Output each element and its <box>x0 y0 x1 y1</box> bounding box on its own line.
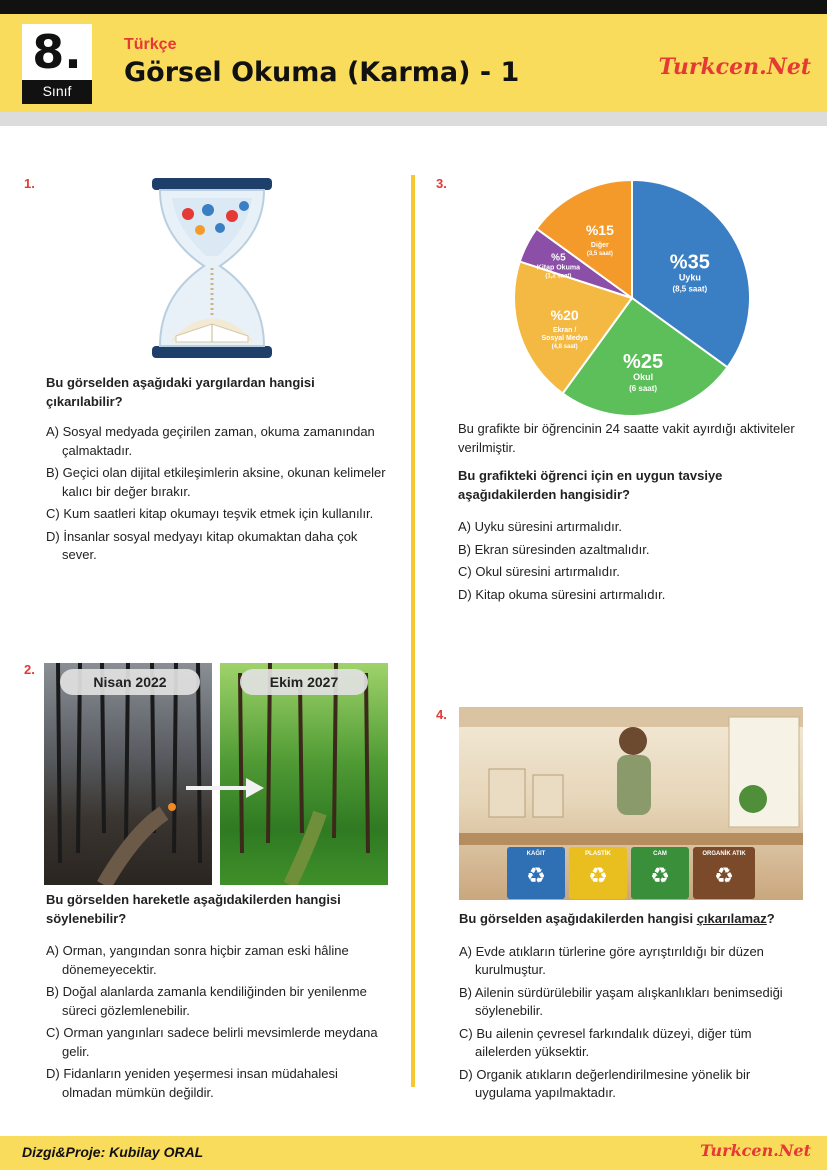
slice-percent-label: %35 <box>669 251 710 274</box>
page-title: Görsel Okuma (Karma) - 1 <box>124 57 520 88</box>
top-bar <box>0 0 827 14</box>
grade-number: 8. <box>32 25 82 79</box>
stem-suffix: ? <box>766 911 775 926</box>
activity-pie-chart <box>510 176 754 420</box>
slice-hours-label: (3,5 saat) <box>586 250 613 257</box>
option-a[interactable]: A) Uyku süresini artırmalıdır. <box>458 519 622 534</box>
slice-category-label: Ekran / <box>552 326 577 334</box>
subject-label: Türkçe <box>124 36 177 53</box>
question-stem <box>459 910 804 929</box>
bin-label: KAĞIT <box>526 851 546 857</box>
footer-logo: Turkcen.Net <box>700 1141 811 1160</box>
grade-label: Sınıf <box>22 80 92 104</box>
slice-percent-label: %15 <box>585 221 614 238</box>
option-d[interactable]: D) Kitap okuma süresini artırmalıdır. <box>458 586 666 602</box>
burnt-forest-photo <box>44 663 212 885</box>
page-header <box>0 14 827 112</box>
question-stem: Bu görselden hareketle aşağıdakilerden hangisi söylenebilir? <box>46 892 341 926</box>
slice-percent-label: %5 <box>551 252 566 264</box>
question-3-text <box>458 420 803 604</box>
hourglass-image <box>148 176 278 364</box>
brand-logo: Turkcen.Net <box>658 54 811 80</box>
question-number: 2. <box>24 662 35 677</box>
glass-bin <box>631 847 689 899</box>
question-number: 3. <box>436 176 447 191</box>
option-c[interactable]: C) Kum saatleri kitap okumayı teşvik etmek için kullanılır. <box>46 506 374 521</box>
bin-label: CAM <box>653 851 667 857</box>
question-1-text <box>46 374 391 565</box>
bin-label: PLASTİK <box>585 851 611 857</box>
organic-bin <box>693 847 755 899</box>
recycle-icon: ♻ <box>714 863 734 888</box>
stem-prefix: Bu görselden aşağıdakilerden hangisi <box>459 911 697 926</box>
credit-text: Dizgi&Proje: Kubilay ORAL <box>22 1144 204 1160</box>
option-d[interactable]: D) Organik atıkların değerlendirilmesine yönelik bir uygulama yapılmaktadır. <box>459 1066 751 1100</box>
label-after: Ekim 2027 <box>240 669 368 695</box>
page-footer <box>0 1136 827 1170</box>
recycle-icon: ♻ <box>526 863 546 888</box>
option-b[interactable]: B) Ekran süresinden azaltmalıdır. <box>458 541 650 557</box>
recycle-icon: ♻ <box>588 863 608 888</box>
option-b[interactable]: B) Doğal alanlarda zamanla kendiliğinden bir yenilenme süreci gözlemlenebilir. <box>46 984 367 1018</box>
recycling-kitchen-photo <box>459 707 803 900</box>
slice-hours-label: (1,2 saat) <box>545 273 572 280</box>
arrow-right-icon <box>186 776 266 800</box>
option-c[interactable]: C) Orman yangınları sadece belirli mevsimlerde meydana gelir. <box>46 1025 378 1059</box>
slice-category-label: Kitap Okuma <box>536 264 580 272</box>
option-c[interactable]: C) Bu ailenin çevresel farkındalık düzeyi, diğer tüm ailelerden yüksektir. <box>459 1025 752 1059</box>
slice-percent-label: %25 <box>623 350 664 373</box>
slice-hours-label: (6 saat) <box>629 383 658 393</box>
bin-label: ORGANİK ATIK <box>702 851 746 857</box>
option-d[interactable]: D) Fidanların yeniden yeşermesi insan müdahalesi olmadan mümkün değildir. <box>46 1066 338 1100</box>
paper-bin <box>507 847 565 899</box>
header-divider <box>0 112 827 126</box>
option-a[interactable]: A) Sosyal medyada geçirilen zaman, okuma zamanından çalmaktadır. <box>46 424 375 458</box>
grade-badge <box>22 24 92 104</box>
slice-category-label: Okul <box>633 371 654 382</box>
plastic-bin <box>569 847 627 899</box>
option-a[interactable]: A) Orman, yangından sonra hiçbir zaman eski hâline dönemeyecektir. <box>46 943 349 977</box>
question-2-text <box>46 891 391 1102</box>
option-b[interactable]: B) Ailenin sürdürülebilir yaşam alışkanlıkları benimsediği söylenebilir. <box>459 984 783 1018</box>
question-number: 4. <box>436 707 447 722</box>
green-forest-photo <box>220 663 388 885</box>
column-divider <box>411 175 415 1087</box>
slice-hours-label: (4,8 saat) <box>551 343 578 350</box>
question-intro: Bu grafikte bir öğrencinin 24 saatte vakit ayırdığı aktiviteler verilmiştir. <box>458 421 795 455</box>
slice-category-label: Diğer <box>590 241 609 249</box>
slice-hours-label: (8,5 saat) <box>672 284 708 294</box>
slice-category-label: Uyku <box>678 272 701 283</box>
option-c[interactable]: C) Okul süresini artırmalıdır. <box>458 564 620 579</box>
option-a[interactable]: A) Evde atıkların türlerine göre ayrıştırıldığı bir düzen kurulmuştur. <box>459 943 764 977</box>
question-number: 1. <box>24 176 35 191</box>
option-b[interactable]: B) Geçici olan dijital etkileşimlerin aksine, okunan kelimeler kalıcı bir değer bırakır. <box>46 465 386 499</box>
slice-percent-label: %20 <box>550 306 579 323</box>
question-stem: Bu görselden aşağıdaki yargılardan hangisi çıkarılabilir? <box>46 375 315 409</box>
question-stem: Bu grafikteki öğrenci için en uygun tavsiye aşağıdakilerden hangisidir? <box>458 468 723 502</box>
recycle-icon: ♻ <box>650 863 670 888</box>
slice-category-label: Sosyal Medya <box>541 334 588 342</box>
stem-emphasis: çıkarılamaz <box>696 911 767 926</box>
label-before: Nisan 2022 <box>60 669 200 695</box>
option-d[interactable]: D) İnsanlar sosyal medyayı kitap okumaktan daha çok sever. <box>46 528 358 562</box>
question-4-text <box>459 910 804 1103</box>
